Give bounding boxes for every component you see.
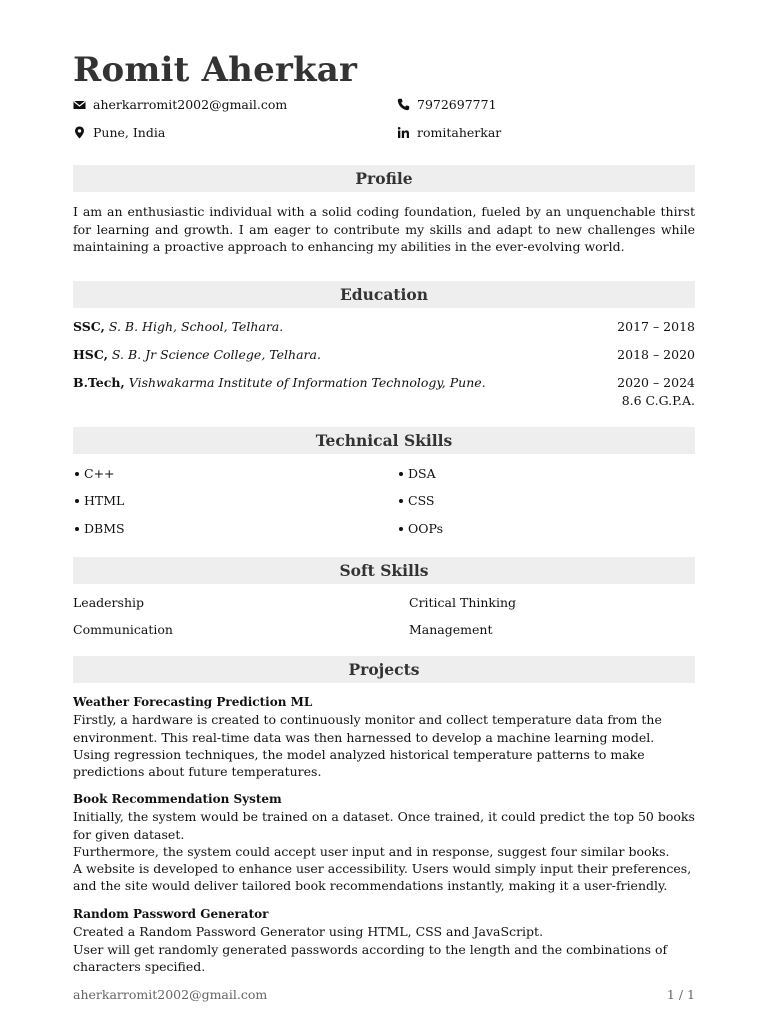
education-entry — [73, 374, 695, 392]
footer-email: aherkarromit2002@gmail.com — [73, 987, 268, 1002]
education-entry — [73, 346, 695, 364]
bullet-icon — [75, 499, 79, 503]
bullet-icon — [399, 472, 403, 476]
project-line: Firstly, a hardware is created to continuously monitor and collect temperature data from the environment. This real-time data was then harnessed to develop a machine learning model. — [73, 712, 662, 745]
section-heading-technical-skills: Technical Skills — [73, 427, 695, 454]
project-line: Furthermore, the system could accept user input and in response, suggest four similar books. — [73, 843, 670, 859]
contact-location — [73, 125, 165, 140]
project-title: Weather Forecasting Prediction ML — [73, 695, 313, 709]
bullet-icon — [399, 527, 403, 531]
project-entry — [73, 791, 695, 895]
bullet-icon — [75, 527, 79, 531]
education-entry — [73, 318, 695, 336]
education-degree: SSC, — [73, 319, 105, 334]
contact-linkedin[interactable] — [397, 125, 501, 140]
project-line: Initially, the system would be trained on a dataset. Once trained, it could predict the top 50 books for given dataset. — [73, 809, 695, 842]
soft-skill-item: Critical Thinking — [409, 595, 517, 610]
education-grade: 8.6 C.G.P.A. — [621, 393, 695, 408]
education-institution: S. B. Jr Science College, Telhara. — [111, 347, 321, 362]
section-heading-soft-skills: Soft Skills — [73, 557, 695, 584]
education-institution: S. B. High, School, Telhara. — [108, 319, 284, 334]
skill-label: DSA — [408, 466, 436, 481]
skill-item — [73, 520, 125, 537]
skill-label: HTML — [84, 493, 125, 508]
email-text: aherkarromit2002@gmail.com — [93, 97, 288, 112]
skill-item — [73, 465, 115, 482]
bullet-icon — [75, 472, 79, 476]
section-heading-projects: Projects — [73, 656, 695, 683]
profile-text: I am an enthusiastic individual with a solid coding foundation, fueled by an unquenchable thirst for learning and growth. I am eager to contribute my skills and adapt to new challenges while maintaining a proactive approach to enhancing my abilities in the ever-evolving world. — [73, 204, 695, 254]
skill-item — [397, 492, 434, 509]
phone-text: 7972697771 — [417, 97, 497, 112]
linkedin-icon — [397, 126, 410, 139]
section-heading-profile: Profile — [73, 165, 695, 192]
project-entry — [73, 906, 695, 975]
skill-label: C++ — [84, 466, 115, 481]
project-line: A website is developed to enhance user accessibility. Users would simply input their preferences, and the site would deliver tailored book recommendations instantly, making it a user-friendly. — [73, 861, 692, 894]
education-degree: HSC, — [73, 347, 108, 362]
education-institution: Vishwakarma Institute of Information Technology, Pune. — [128, 375, 486, 390]
education-years: 2018 – 2020 — [617, 347, 695, 362]
education-years: 2017 – 2018 — [617, 319, 695, 334]
contact-email[interactable] — [73, 97, 287, 112]
phone-icon — [397, 98, 410, 111]
project-line: User will get randomly generated passwords according to the length and the combinations of characters specified. — [73, 941, 668, 974]
project-line: Created a Random Password Generator using HTML, CSS and JavaScript. — [73, 924, 544, 940]
education-grade-row — [73, 392, 695, 410]
soft-skill-item: Management — [409, 622, 493, 637]
candidate-name: Romit Aherkar — [73, 50, 358, 90]
location-text: Pune, India — [93, 125, 166, 140]
skill-item — [397, 465, 436, 482]
project-line: Using regression techniques, the model analyzed historical temperature patterns to make predictions about future temperatures. — [73, 746, 645, 780]
skill-item — [73, 492, 124, 509]
education-years: 2020 – 2024 — [617, 375, 695, 390]
skill-label: OOPs — [408, 521, 443, 536]
skill-label: CSS — [408, 493, 435, 508]
map-pin-icon — [73, 126, 86, 139]
soft-skill-item: Communication — [73, 622, 173, 637]
project-entry — [73, 694, 695, 780]
skill-item — [397, 520, 443, 537]
linkedin-text: romitaherkar — [417, 125, 502, 140]
project-title: Book Recommendation System — [73, 792, 282, 806]
section-heading-education: Education — [73, 281, 695, 308]
bullet-icon — [399, 499, 403, 503]
project-title: Random Password Generator — [73, 907, 269, 921]
contact-phone[interactable] — [397, 97, 497, 112]
envelope-icon — [73, 98, 86, 111]
education-degree: B.Tech, — [73, 375, 125, 390]
soft-skill-item: Leadership — [73, 595, 144, 610]
skill-label: DBMS — [84, 521, 125, 536]
page-number: 1 / 1 — [666, 987, 695, 1002]
